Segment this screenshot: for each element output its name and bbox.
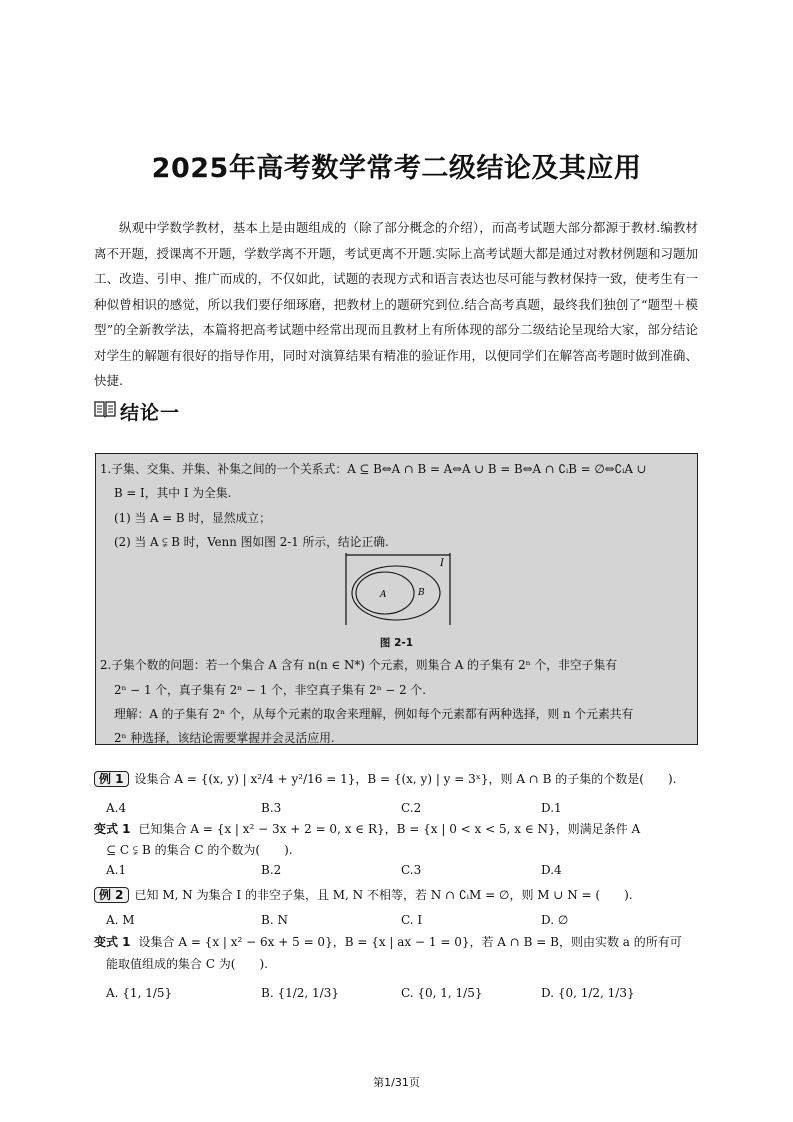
var1-option-d: D.4 [541,863,562,877]
var2-option-c: C. {0, 1, 1/5} [401,986,483,1000]
ex2-option-a: A. M [106,913,135,927]
var1-option-b: B.2 [261,863,282,877]
section-heading [94,399,180,423]
venn-label-i: I [440,558,444,569]
example-1 [94,771,676,787]
venn-label-b: B [418,588,425,598]
ex1-option-a: A.4 [106,801,127,815]
section-label: 结论一 [120,401,181,424]
variant-2 [94,934,682,950]
ex2-option-c: C. I [401,913,423,927]
page-title: 2025年高考数学常考二级结论及其应用 [151,153,642,184]
variant-2-text: 设集合 A = {x | x² − 6x + 5 = 0}，B = {x | ax − 1 = 0}，若 A ∩ B = B，则由实数 a 的所有可 [138,935,682,949]
box-line-1: 1.子集、交集、并集、补集之间的一个关系式：A ⊆ B⇔A ∩ B = A⇔A ∪ B = B⇔A ∩ ∁ᵢB = ∅⇔∁ᵢA ∪ [100,462,647,476]
box-line-5: 2.子集个数的问题：若一个集合 A 含有 n(n ∈ N*) 个元素，则集合 A 的子集有 2ⁿ 个，非空子集有 [100,658,618,672]
ex2-option-d: D. ∅ [541,913,569,927]
box-line-3: (1) 当 A = B 时，显然成立； [114,511,271,525]
example-2-tag: 例 2 [94,887,129,903]
ex2-option-b: B. N [261,913,288,927]
venn-label-a: A [380,590,387,600]
box-line-8: 2ⁿ 种选择，该结论需要掌握并会灵活应用. [114,731,335,745]
box-line-7: 理解：A 的子集有 2ⁿ 个，从每个元素的取舍来理解，例如每个元素都有两种选择，则 n 个元素共有 [114,707,634,721]
conclusion-box [95,453,698,745]
example-2-text: 已知 M, N 为集合 I 的非空子集，且 M, N 不相等，若 N ∩ ∁ᵢM = ∅，则 M ∪ N = ( ). [134,888,633,902]
book-icon [94,400,116,422]
variant-1-line-2: ⊆ C ⫋ B 的集合 C 的个数为( ). [106,843,293,857]
example-1-text: 设集合 A = {(x, y) | x²/4 + y²/16 = 1}，B = {(x, y) | y = 3ˣ}，则 A ∩ B 的子集的个数是( ). [134,772,677,786]
ex1-option-c: C.2 [401,801,422,815]
var2-option-b: B. {1/2, 1/3} [261,986,339,1000]
var1-option-c: C.3 [401,863,422,877]
var2-option-a: A. {1, 1/5} [106,986,173,1000]
example-2 [94,887,633,903]
box-line-6: 2ⁿ − 1 个，真子集有 2ⁿ − 1 个，非空真子集有 2ⁿ − 2 个. [114,683,426,697]
box-line-2: B = I，其中 I 为全集. [114,486,232,500]
variant-2-tag: 变式 1 [94,935,131,949]
page-number: 第1/31页 [373,1076,420,1089]
ex1-option-d: D.1 [541,801,562,815]
var2-option-d: D. {0, 1/2, 1/3} [541,986,635,1000]
venn-diagram [344,553,452,625]
variant-1-text: 已知集合 A = {x | x² − 3x + 2 = 0, x ∈ R}，B = {x | 0 < x < 5, x ∈ N}，则满足条件 A [138,822,641,836]
figure-caption: 图 2-1 [379,637,414,649]
example-1-tag: 例 1 [94,771,129,787]
var1-option-a: A.1 [106,863,127,877]
variant-2-line-2: 能取值组成的集合 C 为( ). [106,957,268,971]
ex1-option-b: B.3 [261,801,282,815]
variant-1-tag: 变式 1 [94,822,131,836]
intro-paragraph: 纵观中学数学教材，基本上是由题组成的（除了部分概念的介绍），而高考试题大部分都源于教材.编教材离不开题，授课离不开题，学数学离不开题，考试更离不开题.实际上高考试题大都是通过对教材例题和习题加工、改造、引申、推广而成的，不仅如此，试题的表现方式和语言表达也尽可能与教材保持一致，使考生有一种似曾相识的感觉，所以我们要仔细琢磨，把教材上的题研究到位.结合高考真题，最终我们独创了“题型＋模型”的全新教学法，本篇将把高考试题中经常出现而且教材上有所体现的部分二级结论呈现给大家，部分结论对学生的解题有很好的指导作用，同时对演算结果有精准的验证作用，以便同学们在解答高考题时做到准确、快捷. [94,220,698,388]
box-line-4: (2) 当 A ⫋ B 时，Venn 图如图 2-1 所示，结论正确. [114,535,389,549]
variant-1 [94,821,640,837]
